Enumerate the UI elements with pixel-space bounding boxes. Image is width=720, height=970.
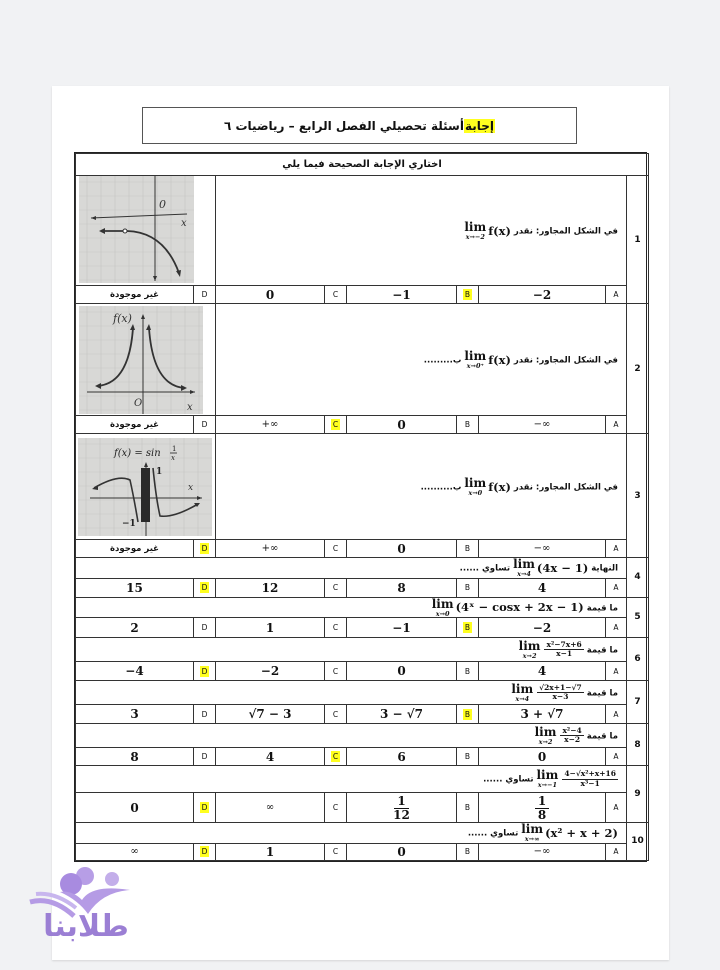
option-a[interactable] [479,705,606,724]
option-b[interactable] [347,416,457,434]
option-c[interactable] [216,540,325,558]
question-figure [76,176,216,286]
option-letter-a: A [606,748,627,766]
option-value: ∞ [130,846,139,857]
limit-fraction: $\frac{√2x+1-√7}{x-3}$ [539,682,582,701]
option-letter-a: A [606,843,627,860]
option-d[interactable] [76,416,194,434]
figure-label-y: 0 [159,198,166,211]
option-value: 0 [130,800,139,815]
question-number: 4 [627,558,649,598]
option-d[interactable] [76,793,194,823]
option-a[interactable] [479,578,606,597]
questions-table [74,152,647,862]
figure-label-bottom: −1 [122,519,136,529]
question-text [76,558,627,579]
question-row [76,681,649,705]
option-d[interactable] [76,843,194,860]
option-value: 0 [397,664,406,678]
option-letter-b: B [457,705,479,724]
question-row [76,176,649,286]
option-letter-a: A [606,540,627,558]
option-value: −∞ [533,543,551,554]
option-value: 3 [130,707,139,721]
limit-operator: lim x→0 [464,475,487,497]
limit-function: f(x) [488,352,511,367]
option-value: 12 [261,580,279,595]
option-c[interactable] [216,793,325,823]
answer-row [76,540,649,558]
option-letter-b: B [457,843,479,860]
option-letter-b: B [457,578,479,597]
option-value: 0 [397,417,406,432]
option-letter-d: D [194,416,216,434]
option-value: 8 [397,580,406,595]
limit-fraction: $\frac{\text{4−√x²+x+16}}{\text{x³−1}}$ [564,769,616,788]
option-value: −2 [532,287,552,302]
question-suffix: ب......... [423,355,462,365]
answer-row [76,416,649,434]
option-letter-d: D [194,748,216,766]
question-row [76,638,649,662]
option-b[interactable] [347,843,457,860]
option-b[interactable] [347,705,457,724]
graph-hole-curve-icon [79,176,194,283]
fraction-denominator: 8 [537,807,547,822]
students-book-logo-icon [22,862,150,946]
option-b[interactable] [347,662,457,681]
option-a[interactable] [479,748,606,766]
option-value: 0 [397,541,406,556]
option-value: +∞ [261,419,279,430]
graph-sin-1-over-x-icon [78,438,212,536]
answer-row [76,748,649,766]
option-letter-d: D [194,793,216,823]
option-letter-c: C [325,578,347,597]
question-number: 10 [627,823,649,861]
question-prefix: ما قيمة [586,602,618,613]
logo-head-3 [105,872,119,886]
option-value: 0 [397,844,406,859]
answer-row [76,705,649,724]
svg-text:x: x [171,454,175,462]
answer-row [76,793,649,823]
fraction-numerator: 1 [535,795,549,809]
option-letter-d: D [194,843,216,860]
question-prefix: النهاية [591,563,618,574]
limit-expression [511,683,583,703]
logo-text: طلابنا [43,909,129,944]
option-value: √7 − 3 [248,707,292,721]
answer-row [76,843,649,860]
figure-label-x: x [181,218,187,229]
fraction-numerator: 1 [394,795,408,809]
question-text [76,597,627,618]
option-b[interactable] [347,793,457,823]
question-number: 1 [627,176,649,304]
option-d[interactable] [76,748,194,766]
limit-operator: lim x→4 [513,557,535,578]
option-value: 4 [537,664,547,678]
option-letter-c: C [325,416,347,434]
option-letter-c: C [325,540,347,558]
option-fraction [535,795,549,821]
document-title [142,107,577,144]
option-c[interactable] [216,748,325,766]
instruction-header: اختاري الإجابة الصحيحة فيما يلي [76,154,649,176]
limit-expression [432,598,584,618]
fraction-denominator: 12 [393,807,410,822]
option-letter-b: B [457,793,479,823]
answer-row [76,286,649,304]
option-letter-b: B [457,618,479,638]
question-row [76,597,649,618]
option-a[interactable] [479,843,606,860]
option-value: 6 [397,749,406,764]
option-letter-d: D [194,286,216,304]
svg-text:1: 1 [172,445,177,453]
question-suffix: ب.......... [420,482,462,492]
question-figure [76,434,216,540]
option-value: −2 [532,620,552,635]
question-text [216,176,627,286]
limit-operator: lim x→2 [534,724,557,746]
question-text [76,823,627,844]
question-text [76,766,627,793]
option-d[interactable] [76,578,194,597]
limit-function: (4x − 1) [536,560,589,575]
option-value: 3 + √7 [520,707,564,721]
question-row [76,823,649,844]
option-letter-b: B [457,662,479,681]
limit-operator: lim x→∞ [521,822,544,843]
question-number: 3 [627,434,649,558]
option-a[interactable] [479,618,606,638]
question-row [76,766,649,793]
limit-expression [464,221,511,241]
option-a[interactable] [479,540,606,558]
option-letter-a: A [606,793,627,823]
question-prefix: في الشكل المجاور: نقدر [513,355,618,365]
limit-function: f(x) [488,223,511,238]
limit-expression [535,726,584,746]
figure-origin: O [134,398,143,409]
option-letter-a: A [606,705,627,724]
limit-operator: lim x→−1 [536,768,559,790]
option-letter-d: D [194,578,216,597]
title-highlight: إجابة [464,118,495,133]
question-prefix: ما قيمة [586,688,618,698]
limit-expression [464,477,511,497]
question-text [216,434,627,540]
option-value: غير موجودة [110,543,159,554]
answer-row [76,618,649,638]
option-value: −∞ [533,846,551,857]
question-prefix: في الشكل المجاور: نقدر [513,482,618,492]
question-suffix: تساوي ...... [459,563,511,574]
question-suffix: تساوي ...... [467,828,519,839]
option-c[interactable] [216,618,325,638]
figure-label-top: 1 [156,467,163,477]
option-value: 2 [130,620,139,635]
limit-fraction: $\frac{\text{x²−7x+6}}{x-1}$ [546,639,582,658]
option-letter-c: C [325,843,347,860]
question-number: 6 [627,638,649,681]
question-row [76,724,649,748]
question-number: 5 [627,597,649,638]
option-b[interactable] [347,286,457,304]
option-value: غير موجودة [110,419,159,430]
option-letter-a: A [606,578,627,597]
option-value: −∞ [533,419,551,430]
option-value: 3 − √7 [380,707,423,721]
option-b[interactable] [347,540,457,558]
question-text [216,304,627,416]
option-letter-c: C [325,286,347,304]
option-d[interactable] [76,540,194,558]
option-letter-c: C [325,705,347,724]
option-value: 4 [537,580,547,595]
option-value: −4 [125,664,144,678]
question-text [76,724,627,748]
option-letter-a: A [606,618,627,638]
option-value: 1 [265,620,275,635]
option-d[interactable] [76,662,194,681]
question-figure [76,304,216,416]
option-c[interactable] [216,286,325,304]
limit-operator: lim x→−2 [464,219,487,241]
limit-expression [519,640,584,660]
option-value: 0 [265,287,275,302]
option-c[interactable] [216,578,325,597]
option-c[interactable] [216,843,325,860]
option-value: ∞ [265,802,275,813]
option-letter-b: B [457,286,479,304]
option-letter-b: B [457,748,479,766]
option-value: −1 [392,287,411,302]
option-d[interactable] [76,286,194,304]
question-prefix: ما قيمة [586,645,618,655]
limit-function: (x² + x + 2) [545,825,618,840]
limit-expression [521,823,618,843]
limit-function: (4ˣ − cosx + 2x − 1) [455,600,584,615]
option-letter-b: B [457,416,479,434]
question-number: 2 [627,304,649,434]
answer-row [76,662,649,681]
question-number: 9 [627,766,649,823]
limit-operator: lim x→0⁺ [464,348,487,370]
question-row [76,434,649,540]
option-d[interactable] [76,705,194,724]
option-letter-c: C [325,748,347,766]
option-b[interactable] [347,748,457,766]
question-prefix: في الشكل المجاور: نقدر [513,226,618,236]
option-value: 0 [537,749,547,764]
limit-operator: lim x→0 [431,596,454,618]
option-b[interactable] [347,578,457,597]
option-letter-d: D [194,705,216,724]
limit-fraction: $\frac{\text{x²−4}}{x-2}$ [562,725,582,744]
option-value: 8 [130,749,139,764]
option-b[interactable] [347,618,457,638]
limit-operator: lim x→2 [518,638,541,660]
question-suffix: تساوي ...... [483,774,534,785]
option-a[interactable] [479,416,606,434]
question-row [76,304,649,416]
question-number: 8 [627,724,649,766]
limit-function: f(x) [488,479,511,494]
option-letter-d: D [194,618,216,638]
option-letter-c: C [325,618,347,638]
title-text: أسئلة تحصيلي الفصل الرابع – رياضيات ٦ [223,118,464,133]
limit-expression [464,350,511,370]
question-text [76,638,627,662]
option-value: −1 [392,620,411,635]
option-value: 1 [265,844,275,859]
limit-expression [537,769,619,789]
option-letter-a: A [606,286,627,304]
option-c[interactable] [216,662,325,681]
limit-expression [513,558,588,578]
graph-vertical-asymptote-icon [79,306,203,414]
option-a[interactable] [479,286,606,304]
figure-label-x: x [188,483,194,493]
answer-row [76,578,649,597]
option-d[interactable] [76,618,194,638]
option-value: −2 [260,664,280,678]
option-c[interactable] [216,705,325,724]
figure-label-x: x [187,402,193,413]
option-a[interactable] [479,793,606,823]
option-c[interactable] [216,416,325,434]
option-letter-d: D [194,540,216,558]
option-letter-b: B [457,540,479,558]
option-letter-a: A [606,416,627,434]
limit-operator: lim x→4 [511,681,534,703]
option-value: 4 [265,749,275,764]
question-prefix: ما قيمة [586,731,618,741]
option-fraction [393,795,410,821]
question-row [76,558,649,579]
option-letter-c: C [325,793,347,823]
option-letter-d: D [194,662,216,681]
option-a[interactable] [479,662,606,681]
option-value: غير موجودة [110,289,159,300]
option-letter-a: A [606,662,627,681]
option-value: 15 [126,580,143,595]
question-number: 7 [627,681,649,724]
question-text [76,681,627,705]
figure-label-y: f(x) [113,312,132,325]
option-letter-c: C [325,662,347,681]
figure-formula: f(x) = sin [114,448,161,459]
option-value: +∞ [261,543,279,554]
